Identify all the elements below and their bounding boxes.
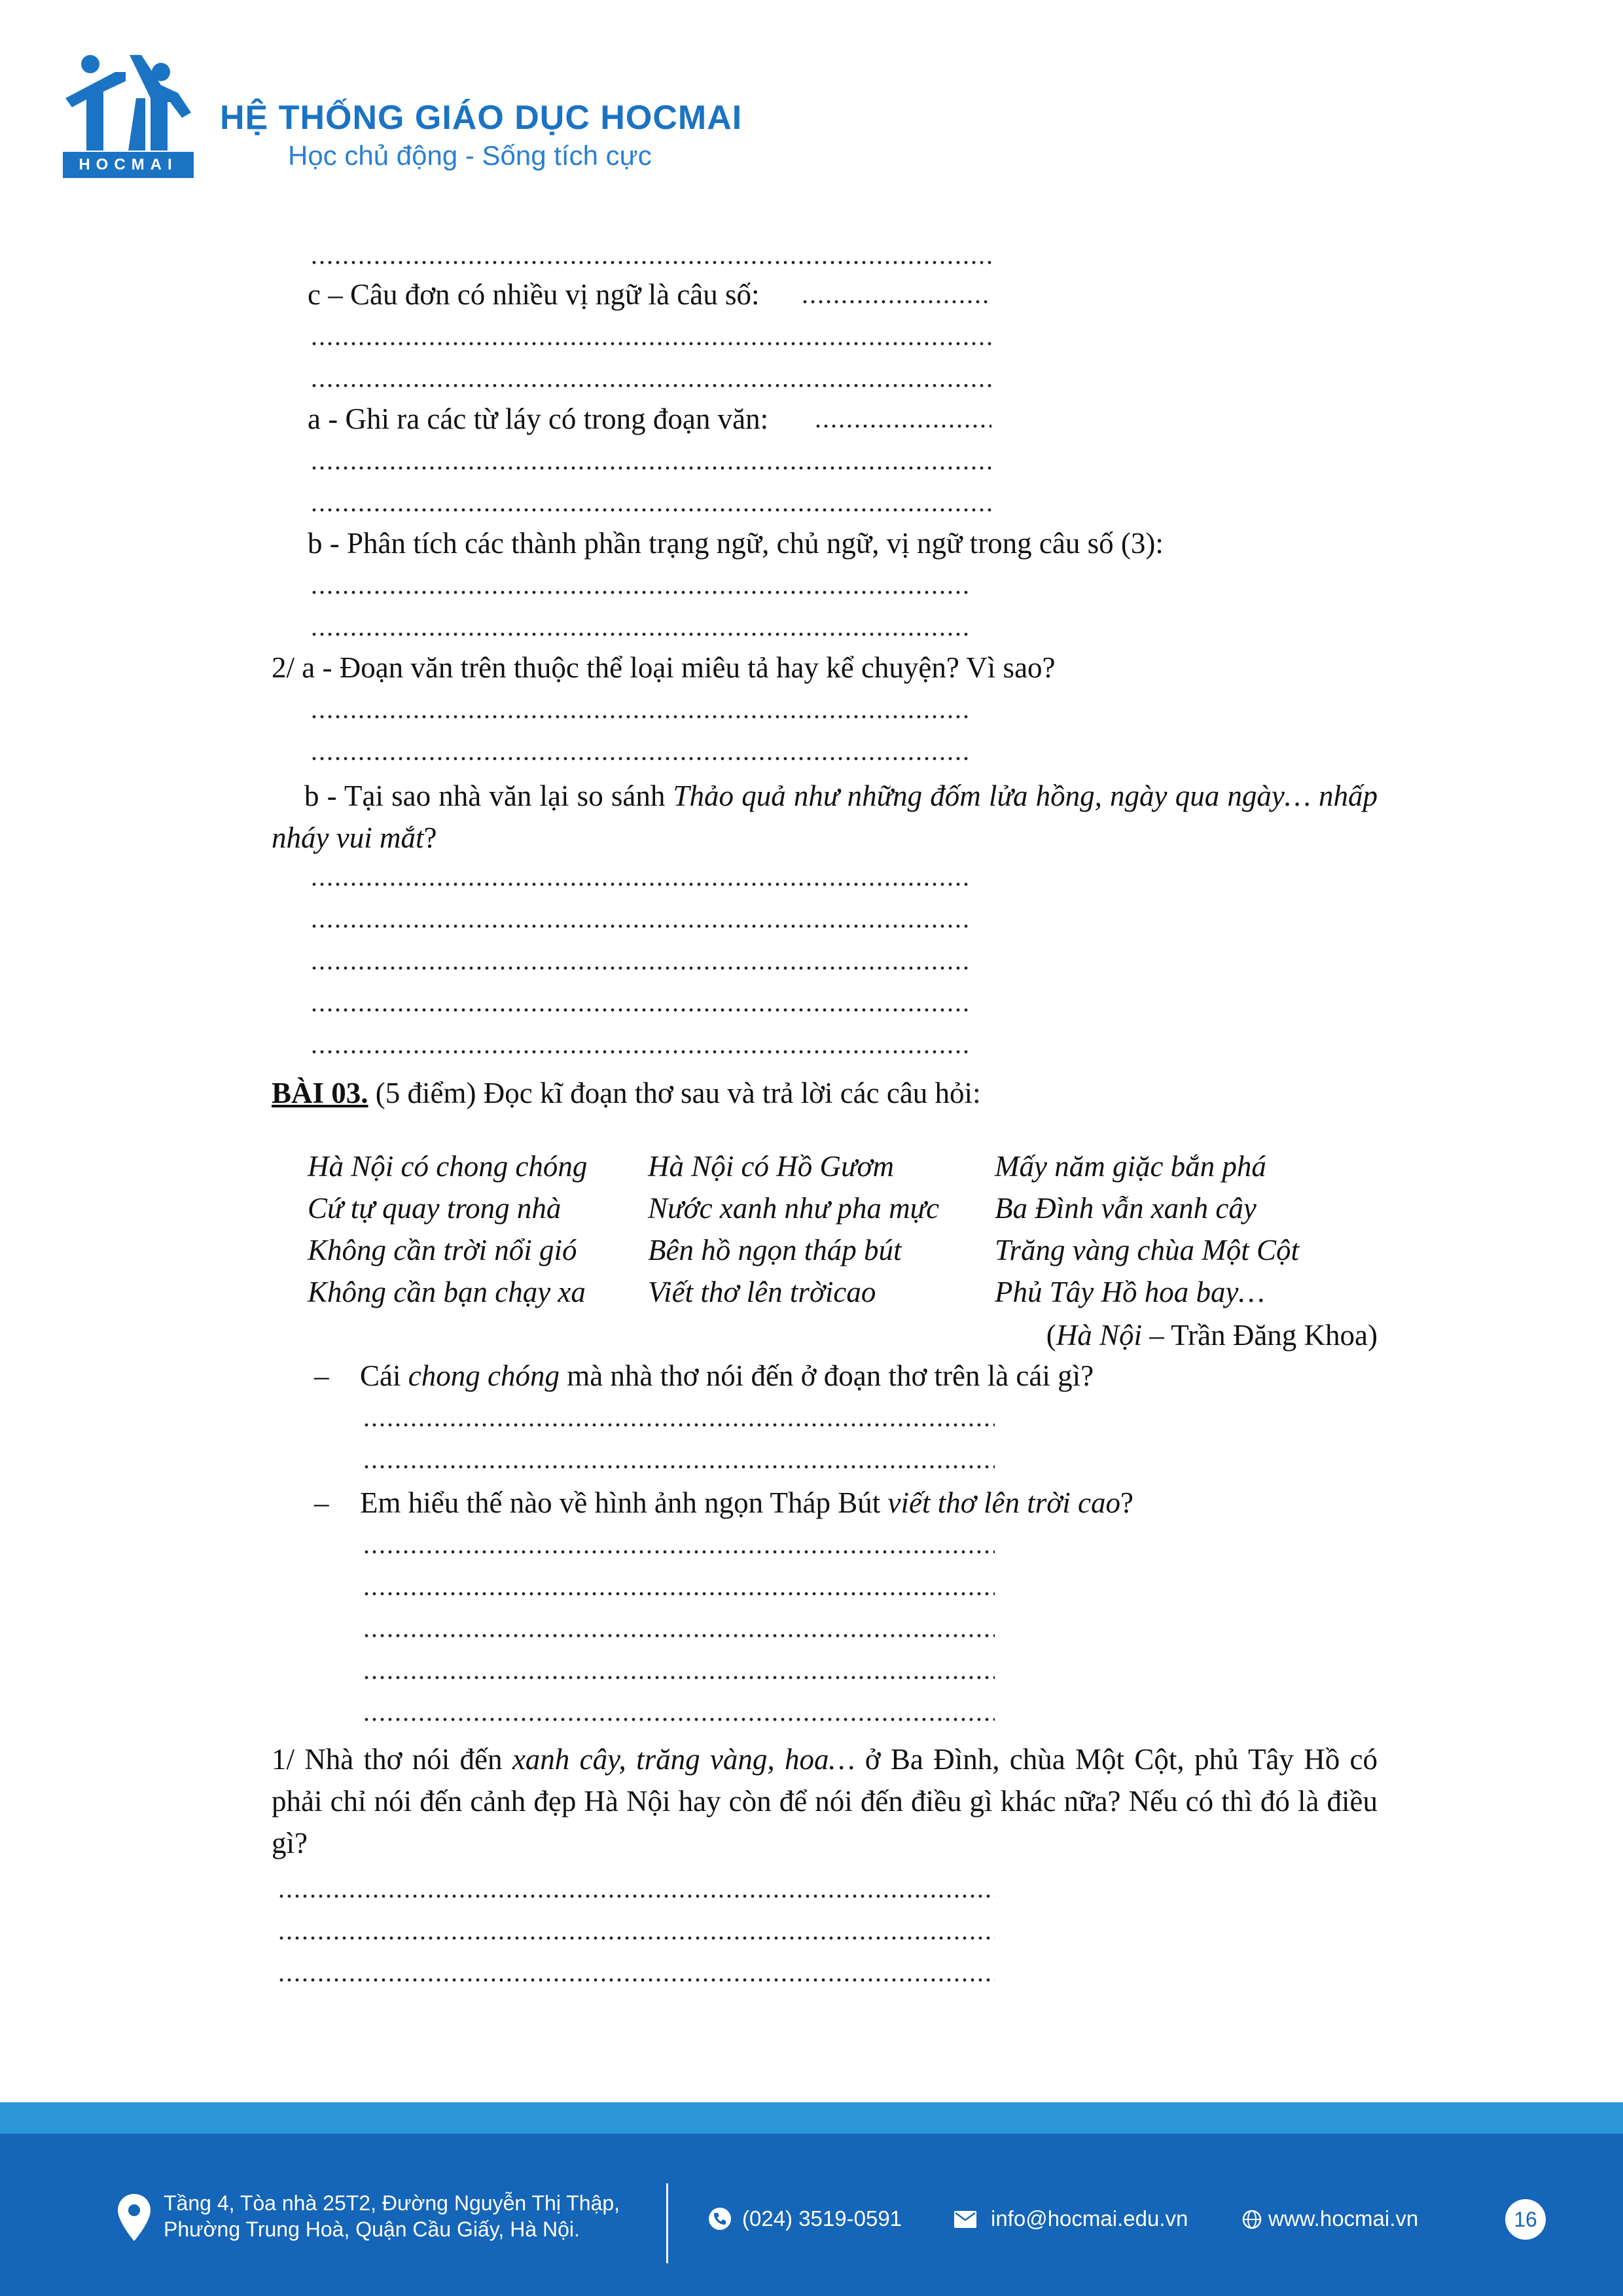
bullet-dash: – [314,1486,329,1519]
answer-line[interactable] [311,236,995,275]
answer-line[interactable] [311,565,972,605]
question-a: a - Ghi ra các từ láy có trong đoạn văn: [308,403,769,435]
brand-title: HỆ THỐNG GIÁO DỤC HOCMAI [220,99,743,137]
question-thap-but: Em hiểu thế nào về hình ảnh ngọn Tháp Bút viết thơ lên trời cao? [360,1486,1133,1519]
footer-divider [666,2183,668,2263]
answer-line[interactable] [363,1609,995,1648]
answer-line[interactable] [311,317,995,356]
answer-line[interactable] [311,441,995,480]
answer-line[interactable] [311,857,972,897]
poem-source: (Hà Nội – Trần Đăng Khoa) [1046,1319,1378,1352]
answer-line[interactable] [311,483,995,522]
answer-line[interactable] [363,1693,995,1732]
brand-slogan: Học chủ động - Sống tích cực [288,140,652,171]
answer-line[interactable] [363,1567,995,1606]
answer-line[interactable] [311,983,972,1022]
logo-figures-icon [63,52,194,151]
exercise-03-heading: BÀI 03. (5 điểm) Đọc kĩ đoạn thơ sau và trả lời các câu hỏi: [272,1077,981,1109]
answer-line[interactable] [278,1869,995,1909]
email-icon [954,2211,976,2228]
answer-line[interactable] [363,1440,995,1479]
answer-line[interactable] [311,1025,972,1064]
globe-icon [1242,2210,1262,2229]
page-footer [0,2134,1623,2296]
poem-column-3: Mấy năm giặc bắn phá Ba Đình vẫn xanh cây Trăng vàng chùa Một Cột Phủ Tây Hồ hoa bay… [995,1150,1300,1308]
question-2b: b - Tại sao nhà văn lại so sánh Thảo quả như những đốm lửa hồng, ngày qua ngày… nhấp nháy vui mắt? [272,780,1378,854]
question-c: c – Câu đơn có nhiều vị ngữ là câu số: [308,278,760,311]
footer-address: Tầng 4, Tòa nhà 25T2, Đường Nguyễn Thị Thập, Phường Trung Hoà, Quận Cầu Giấy, Hà Nội. [164,2191,620,2241]
answer-line[interactable] [363,1525,995,1564]
question-2a: 2/ a - Đoạn văn trên thuộc thể loại miêu tả hay kể chuyện? Vì sao? [272,651,1056,684]
page-number: 16 [1505,2199,1546,2240]
footer-phone[interactable]: (024) 3519-0591 [742,2206,902,2231]
location-pin-icon [118,2194,151,2241]
footer-email[interactable]: info@hocmai.edu.vn [991,2206,1188,2231]
answer-line[interactable] [802,275,991,314]
answer-line[interactable] [363,1398,995,1437]
question-1-ha-noi: 1/ Nhà thơ nói đến xanh cây, trăng vàng, hoa… ở Ba Đình, chùa Một Cột, phủ Tây Hồ có phải chỉ nói đến cảnh đẹp Hà Nội hay còn để nói đến điều gì khác nữa? Nếu có thì đó là điều gì? [272,1743,1378,1859]
question-chong-chong: Cái chong chóng mà nhà thơ nói đến ở đoạn thơ trên là cái gì? [360,1359,1094,1392]
footer-stripe [0,2102,1623,2134]
answer-line[interactable] [311,732,972,771]
question-b: b - Phân tích các thành phần trạng ngữ, chủ ngữ, vị ngữ trong câu số (3): [308,527,1164,560]
answer-line[interactable] [311,359,995,398]
poem-column-2: Hà Nội có Hồ Gươm Nước xanh như pha mực Bên hồ ngọn tháp bút Viết thơ lên trờicao [648,1150,940,1308]
answer-line[interactable] [278,1953,995,1992]
answer-line[interactable] [311,899,972,939]
answer-line[interactable] [278,1911,995,1950]
hocmai-logo [63,52,194,183]
logo-caption: HOCMAI [63,152,194,178]
answer-line[interactable] [363,1651,995,1690]
answer-line[interactable] [815,399,991,439]
bullet-dash: – [314,1359,329,1392]
phone-icon [708,2207,732,2231]
poem-column-1: Hà Nội có chong chóng Cứ tự quay trong nhà Không cần trời nổi gió Không cần bạn chạy xa [308,1150,588,1308]
answer-line[interactable] [311,690,972,729]
page-header [0,0,1623,196]
answer-line[interactable] [311,607,972,647]
footer-website[interactable]: www.hocmai.vn [1268,2206,1419,2231]
answer-line[interactable] [311,941,972,980]
